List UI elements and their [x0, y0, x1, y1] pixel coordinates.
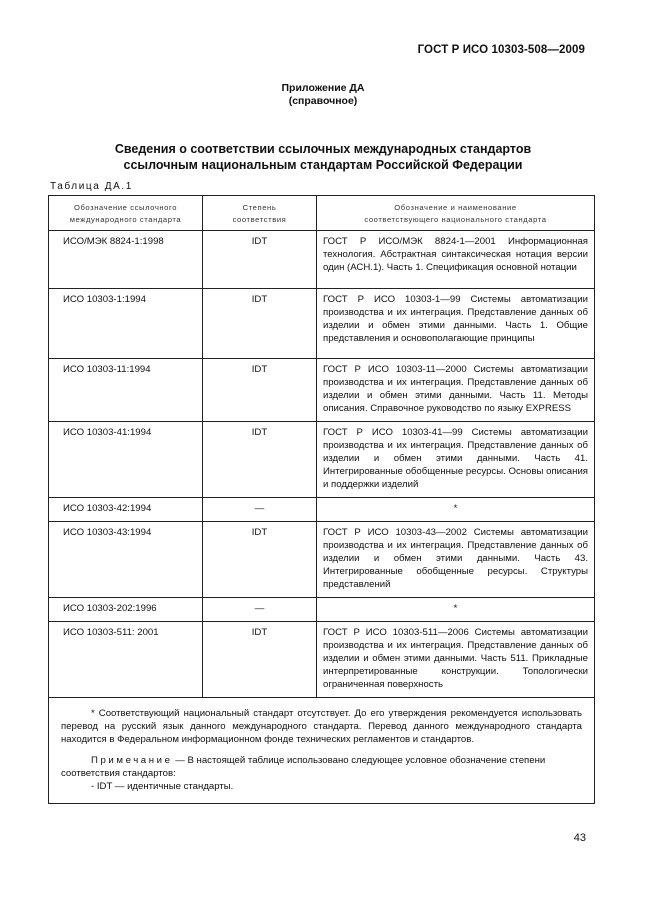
intl-standard-cell: ИСО 10303-511: 2001 [49, 622, 203, 698]
degree-cell: IDT [203, 359, 317, 422]
appendix-title: Приложение ДА [281, 82, 365, 94]
table-row [49, 622, 595, 698]
header-degree: Степень соответствия [203, 196, 317, 231]
header-intl-standard: Обозначение ссылочного международного стандарта [49, 196, 203, 231]
degree-cell: — [203, 498, 317, 522]
footnote-text: * Соответствующий национальный стандарт отсутствует. До его утверждения рекомендуется использовать перевод на русский язык данного международного стандарта. Перевод данного международного стандарта находится в Федеральном информационном фонде технических регламентов и стандартов. [61, 708, 582, 745]
section-title-line1: Сведения о соответствии ссылочных международных стандартов [114, 142, 532, 156]
national-standard-cell: ГОСТ Р ИСО/МЭК 8824-1—2001 Информационная технология. Абстрактная синтаксическая нотация версии один (АСН.1). Часть 1. Спецификация основной нотации [317, 231, 595, 289]
national-standard-cell: ГОСТ Р ИСО 10303-1—99 Системы автоматизации производства и их интеграция. Представление данных об изделии и обмен этими данными. Часть 1. Общие представления и основополагающие принципы [317, 289, 595, 359]
national-standard-cell: ГОСТ Р ИСО 10303-511—2006 Системы автоматизации производства и их интеграция. Представление данных об изделии и обмен этими данными. Часть 511. Прикладные интерпретированные конструкции. Топологически ограниченная поверхность [317, 622, 595, 698]
header-national-standard: Обозначение и наименование соответствующего национального стандарта [317, 196, 595, 231]
degree-cell: IDT [203, 422, 317, 498]
degree-cell: IDT [203, 289, 317, 359]
intl-standard-cell: ИСО 10303-202:1996 [49, 598, 203, 622]
correspondence-table [48, 195, 595, 804]
intl-standard-cell: ИСО/МЭК 8824-1:1998 [49, 231, 203, 289]
table-notes-row [49, 698, 595, 804]
table-notes [49, 698, 595, 804]
section-title [0, 141, 646, 173]
national-standard-cell: * [317, 598, 595, 622]
national-standard-cell: * [317, 498, 595, 522]
table-row [49, 598, 595, 622]
remark-list-item: - IDT — идентичные стандарты. [91, 781, 234, 792]
intl-standard-cell: ИСО 10303-1:1994 [49, 289, 203, 359]
national-standard-cell: ГОСТ Р ИСО 10303-41—99 Системы автоматизации производства и их интеграция. Представление данных об изделии и обмен этими данными. Часть 41. Интегрированные обобщенные ресурсы. Основы описания и поддержки изделий [317, 422, 595, 498]
remark-label: Примечание [91, 755, 173, 766]
table-caption: Таблица ДА.1 [50, 181, 133, 192]
degree-cell: IDT [203, 522, 317, 598]
table-row [49, 359, 595, 422]
remark-text: — В настоящей таблице использовано следующее условное обозначение степени соответствия стандартов: [61, 755, 546, 779]
intl-standard-cell: ИСО 10303-41:1994 [49, 422, 203, 498]
national-standard-cell: ГОСТ Р ИСО 10303-43—2002 Системы автоматизации производства и их интеграция. Представление данных об изделии и обмен этими данными. Часть 43. Интегрированные обобщенные ресурсы. Структуры представлений [317, 522, 595, 598]
table-row [49, 289, 595, 359]
degree-cell: — [203, 598, 317, 622]
intl-standard-cell: ИСО 10303-43:1994 [49, 522, 203, 598]
table-header-row [49, 196, 595, 231]
page-number: 43 [573, 832, 586, 844]
document-header-standard: ГОСТ Р ИСО 10303-508—2009 [417, 44, 585, 56]
table-row [49, 231, 595, 289]
intl-standard-cell: ИСО 10303-42:1994 [49, 498, 203, 522]
degree-cell: IDT [203, 231, 317, 289]
degree-cell: IDT [203, 622, 317, 698]
appendix-subtitle: (справочное) [288, 95, 358, 107]
appendix-heading [0, 82, 646, 108]
national-standard-cell: ГОСТ Р ИСО 10303-11—2000 Системы автоматизации производства и их интеграция. Представление данных об изделии и обмен этими данными. Часть 11. Методы описания. Справочное руководство по языку EXPRESS [317, 359, 595, 422]
intl-standard-cell: ИСО 10303-11:1994 [49, 359, 203, 422]
table-row [49, 422, 595, 498]
table-row [49, 498, 595, 522]
remark-paragraph [61, 754, 582, 780]
section-title-line2: ссылочным национальным стандартам Российской Федерации [123, 158, 523, 172]
table-row [49, 522, 595, 598]
